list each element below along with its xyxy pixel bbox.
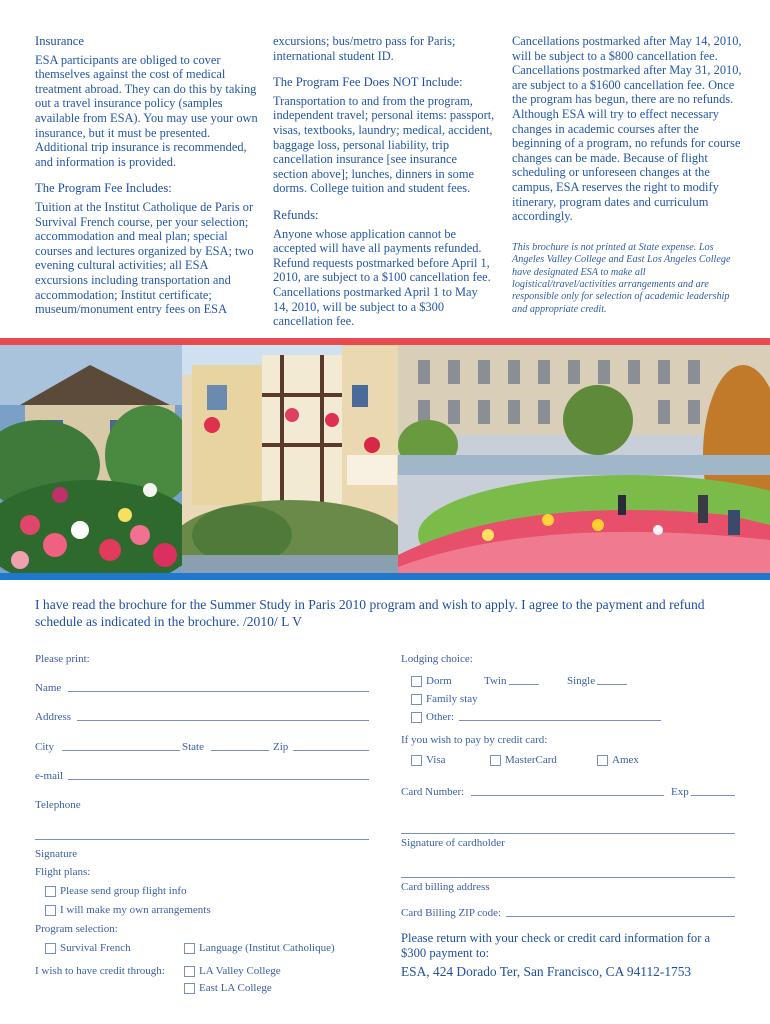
twin-field[interactable] xyxy=(509,684,539,685)
address-label: Address xyxy=(35,711,72,723)
family-stay-label: Family stay xyxy=(426,693,478,705)
state-field[interactable] xyxy=(211,750,269,751)
garden-cottage-photo xyxy=(0,345,182,573)
flight-own-label: I will make my own arrangements xyxy=(60,904,211,916)
language-label: Language (Institut Catholique) xyxy=(199,942,335,954)
single-field[interactable] xyxy=(597,684,627,685)
la-valley-checkbox[interactable] xyxy=(184,966,195,977)
refunds-text: Anyone whose application cannot be accepted will have all payments refunded. Refund requests postmarked before April 1, 2010, are subject to a $100 cancellation fee. Cancellations postmarked April 1 to May 14, 2010, will be subject to a $300 cancellation fee. xyxy=(273,226,491,329)
fee-not-include-text: Transportation to and from the program, independent travel; personal items: passport, visas, textbooks, laundry; medical, accident, baggage loss, personal liability, trip cancellation insurance [see insurance section above]; lunches, dinners in some dorms. College tuition and student fees. xyxy=(273,93,495,196)
exp-label: Exp xyxy=(671,786,689,798)
red-band xyxy=(0,338,770,345)
insurance-text: ESA participants are obliged to cover themselves against the cost of medical treatment abroad. They can do this by taking out a travel insurance policy (samples available from ESA). You may use your own insurance, but it must be presented. Additional trip insurance is recommended, and information is provided. xyxy=(35,52,258,169)
single-label: Single xyxy=(567,675,596,687)
exp-field[interactable] xyxy=(691,795,735,796)
column-fees xyxy=(273,34,495,341)
please-print-label: Please print: xyxy=(35,653,90,665)
column-insurance xyxy=(35,34,261,329)
luxembourg-garden-photo xyxy=(398,345,770,573)
language-checkbox[interactable] xyxy=(184,943,195,954)
card-number-label: Card Number: xyxy=(401,786,465,798)
email-field[interactable] xyxy=(68,779,369,780)
lodging-heading: Lodging choice: xyxy=(401,653,473,665)
flight-group-checkbox[interactable] xyxy=(45,886,56,897)
billing-zip-label: Card Billing ZIP code: xyxy=(401,907,502,919)
east-la-label: East LA College xyxy=(199,982,272,994)
address-field[interactable] xyxy=(77,720,369,721)
name-label: Name xyxy=(35,682,62,694)
family-stay-checkbox[interactable] xyxy=(411,694,422,705)
survival-french-label: Survival French xyxy=(60,942,131,954)
other-checkbox[interactable] xyxy=(411,712,422,723)
program-selection-label: Program selection: xyxy=(35,923,118,935)
fee-not-include-heading: The Program Fee Does NOT Include: xyxy=(273,75,463,90)
other-label: Other: xyxy=(426,711,455,723)
la-valley-label: LA Valley College xyxy=(199,965,281,977)
visa-label: Visa xyxy=(426,754,446,766)
card-number-field[interactable] xyxy=(471,795,664,796)
return-instructions: Please return with your check or credit card information for a $300 payment to: xyxy=(401,931,711,960)
email-label: e-mail xyxy=(35,770,64,782)
blue-band xyxy=(0,573,770,580)
timbered-street-photo xyxy=(182,345,398,573)
east-la-checkbox[interactable] xyxy=(184,983,195,994)
cancellations-text: Cancellations postmarked after May 14, 2010, will be subject to a $800 cancellation fee. Cancellations postmarked after May 31, 2010, are subject to a $1600 cancellation fee. Once the program has begun, there are no refunds. Although ESA will try to effect necessary changes in academic courses after the beginning of a program, no refunds for course changes can be made. Because of flight scheduling or unforeseen changes at the campus, ESA reserves the right to modify itinerary, program dates and curriculum accordingly. xyxy=(512,34,742,224)
billing-address-field[interactable] xyxy=(401,877,735,878)
telephone-label: Telephone xyxy=(35,799,81,811)
mailing-address: ESA, 424 Dorado Ter, San Francisco, CA 94112-1753 xyxy=(401,964,692,979)
other-field[interactable] xyxy=(459,720,661,721)
zip-field[interactable] xyxy=(293,750,369,751)
cardholder-signature-field[interactable] xyxy=(401,833,735,834)
fee-includes-heading: The Program Fee Includes: xyxy=(35,181,172,196)
column-cancellations xyxy=(512,34,742,316)
mastercard-checkbox[interactable] xyxy=(490,755,501,766)
billing-address-label: Card billing address xyxy=(401,881,490,893)
insurance-heading: Insurance xyxy=(35,34,84,48)
twin-label: Twin xyxy=(484,675,507,687)
visa-checkbox[interactable] xyxy=(411,755,422,766)
flight-group-label: Please send group flight info xyxy=(60,885,187,897)
cardholder-signature-label: Signature of cardholder xyxy=(401,837,505,849)
credit-through-label: I wish to have credit through: xyxy=(35,965,165,977)
refunds-heading: Refunds: xyxy=(273,207,319,222)
mastercard-label: MasterCard xyxy=(505,754,557,766)
zip-label: Zip xyxy=(273,741,289,753)
signature-field[interactable] xyxy=(35,839,369,840)
fee-includes-continued: excursions; bus/metro pass for Paris; international student ID. xyxy=(273,34,456,63)
state-expense-note: This brochure is not printed at State expense. Los Angeles Valley College and East Los Angeles College have designated ESA to make all logistical/travel/activities arrangements and are responsible only for selection of academic leadership and appropriate credit. xyxy=(512,241,731,315)
state-label: State xyxy=(182,741,204,753)
name-field[interactable] xyxy=(68,691,369,692)
application-statement: I have read the brochure for the Summer Study in Paris 2010 program and wish to apply. I agree to the payment and refund schedule as indicated in the brochure. /2010/ L V xyxy=(35,597,705,629)
credit-card-label: If you wish to pay by credit card: xyxy=(401,734,548,746)
city-label: City xyxy=(35,741,54,753)
flight-own-checkbox[interactable] xyxy=(45,905,56,916)
billing-zip-field[interactable] xyxy=(506,916,735,917)
amex-label: Amex xyxy=(612,754,639,766)
signature-label: Signature xyxy=(35,848,78,860)
survival-french-checkbox[interactable] xyxy=(45,943,56,954)
flight-plans-label: Flight plans: xyxy=(35,866,91,878)
photo-strip xyxy=(0,345,770,573)
fee-includes-text: Tuition at the Institut Catholique de Paris or Survival French course, per your selection; accommodation and meal plan; special courses and lectures organized by ESA; two evening cultural activities; all ESA excursions including transportation and accommodation; Institut certificate; museum/monument entry fees on ESA xyxy=(35,199,254,317)
amex-checkbox[interactable] xyxy=(597,755,608,766)
city-field[interactable] xyxy=(62,750,180,751)
dorm-label: Dorm xyxy=(426,675,452,687)
dorm-checkbox[interactable] xyxy=(411,676,422,687)
